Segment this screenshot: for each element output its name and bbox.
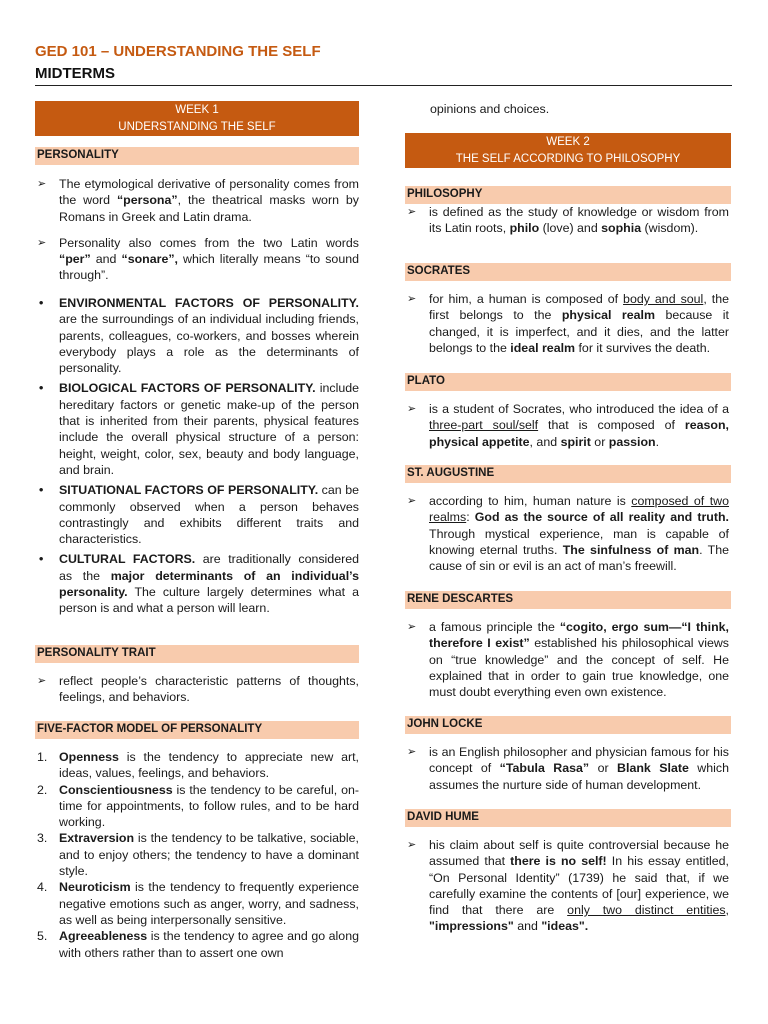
section-heading-rene-descartes: RENE DESCARTES <box>405 591 731 609</box>
list-item: 1. Openness is the tendency to appreciate new art, ideas, values, feelings, and behaviors. <box>37 750 359 781</box>
bullet-item: ➢ reflect people’s characteristic patterns of thoughts, feelings, and behaviors. <box>37 674 359 705</box>
arrow-bullet-icon: ➢ <box>407 621 417 633</box>
arrow-bullet-icon: ➢ <box>407 206 417 218</box>
bullet-item: ➢ Personality also comes from the two Latin words “per” and “sonare”, which literally means “to sound through”. <box>37 235 360 283</box>
dot-bullet-icon: • <box>39 483 44 498</box>
section-heading-david-hume: DAVID HUME <box>405 809 731 827</box>
personality-trait-text <box>35 673 359 706</box>
section-heading-personality-trait: PERSONALITY TRAIT <box>35 645 359 663</box>
arrow-bullet-icon: ➢ <box>407 403 417 415</box>
plato-text <box>405 401 729 450</box>
factor-item: • BIOLOGICAL FACTORS OF PERSONALITY. include hereditary factors or genetic make-up of the person that is inherited from their parents, physical features include the overall physical structure of a person: height, weight, color, sex, beauty and body language, and brain. <box>39 381 359 477</box>
dot-bullet-icon: • <box>39 296 44 310</box>
factor-item: • ENVIRONMENTAL FACTORS OF PERSONALITY. are the surroundings of an individual including friends, parents, colleagues, co-workers, and bosses wherein everybody plays a role as the determinants of personality. <box>39 296 359 376</box>
section-heading-personality: PERSONALITY <box>35 147 359 165</box>
section-heading-five-factor: FIVE-FACTOR MODEL OF PERSONALITY <box>35 721 359 739</box>
list-item: 5. Agreeableness is the tendency to agree and go along with others rather than to assert one own <box>37 929 359 960</box>
list-item: 3. Extraversion is the tendency to be talkative, sociable, and to enjoy others; the tendency to have a dominant style. <box>37 831 359 879</box>
arrow-bullet-icon: ➢ <box>407 293 417 305</box>
bullet-item: ➢ a famous principle the “cogito, ergo sum—“I think, therefore I exist” established his philosophical views on “true knowledge” and the concept of self. He explained that in order to gain true knowledge, one must doubt everything even own existence. <box>407 620 729 700</box>
dot-bullet-icon: • <box>39 381 44 396</box>
dot-bullet-icon: • <box>39 552 44 567</box>
arrow-bullet-icon: ➢ <box>407 839 417 851</box>
week1-banner <box>35 101 359 136</box>
section-heading-john-locke: JOHN LOCKE <box>405 716 731 734</box>
week2-title: THE SELF ACCORDING TO PHILOSOPHY <box>455 153 681 165</box>
section-heading-plato: PLATO <box>405 373 731 391</box>
arrow-bullet-icon: ➢ <box>37 236 47 249</box>
week1-label: WEEK 1 <box>175 104 219 116</box>
document-title: GED 101 – UNDERSTANDING THE SELF <box>35 43 321 60</box>
bullet-item: ➢ is defined as the study of knowledge or wisdom from its Latin roots, philo (love) and sophia (wisdom). <box>407 205 729 236</box>
document-subtitle: MIDTERMS <box>35 65 115 82</box>
week2-label: WEEK 2 <box>546 136 590 148</box>
arrow-bullet-icon: ➢ <box>407 495 417 507</box>
carryover-text: opinions and choices. <box>430 102 550 116</box>
bullet-item: ➢ according to him, human nature is composed of two realms: God as the source of all reality and truth. Through mystical experience, man is capable of knowing eternal truths. The sinfulness of man. The cause of sin or evil is an act of man’s freewill. <box>407 494 730 574</box>
arrow-bullet-icon: ➢ <box>37 178 47 190</box>
section-heading-st-augustine: ST. AUGUSTINE <box>405 465 731 483</box>
bullet-item: ➢ his claim about self is quite controversial because he assumed that there is no self! In his essay entitled, “On Personal Identity” (1739) he said that, if we carefully examine the contents of [our] experience, we find that there are only two distinct entities, "impressions" and "ideas". <box>407 838 729 934</box>
personality-intro <box>35 176 359 284</box>
header-divider <box>35 85 732 86</box>
philosophy-text <box>405 204 729 237</box>
arrow-bullet-icon: ➢ <box>37 675 47 687</box>
bullet-item: ➢ for him, a human is composed of body and soul, the first belongs to the physical realm because it changed, it is imperfect, and it dies, and the latter belongs to the ideal realm for it survives the death. <box>407 292 729 355</box>
socrates-text <box>405 291 729 356</box>
section-heading-socrates: SOCRATES <box>405 263 731 281</box>
factor-item: • CULTURAL FACTORS. are traditionally considered as the major determinants of an individual’s personality. The culture largely determines what a person is and what a person will learn. <box>39 552 360 616</box>
bullet-item: ➢ The etymological derivative of personality comes from the word “persona”, the theatrical masks worn by Romans in Greek and Latin drama. <box>37 177 359 224</box>
hume-text <box>405 837 729 935</box>
list-item: 2. Conscientiousness is the tendency to be careful, on-time for appointments, to follow rules, and to be hard working. <box>37 782 359 830</box>
week2-banner <box>405 133 731 168</box>
bullet-item: ➢ is an English philosopher and physician famous for his concept of “Tabula Rasa” or Blank Slate which assumes the nurture side of human development. <box>407 745 729 792</box>
personality-factors <box>35 295 359 621</box>
augustine-text <box>405 493 729 574</box>
locke-text <box>405 744 729 793</box>
list-item: 4. Neuroticism is the tendency to frequently experience negative emotions such as anger, worry, and sadness, as well as being interpersonally sensitive. <box>37 880 359 927</box>
section-heading-philosophy: PHILOSOPHY <box>405 186 731 204</box>
arrow-bullet-icon: ➢ <box>407 746 417 758</box>
descartes-text <box>405 619 729 700</box>
five-factor-list <box>35 749 359 961</box>
week1-title: UNDERSTANDING THE SELF <box>118 121 276 133</box>
factor-item: • SITUATIONAL FACTORS OF PERSONALITY. can be commonly observed when a person behaves contrastingly and exhibits different traits and characteristics. <box>39 483 359 547</box>
bullet-item: ➢ is a student of Socrates, who introduced the idea of a three-part soul/self that is composed of reason, physical appetite, and spirit or passion. <box>407 402 729 449</box>
